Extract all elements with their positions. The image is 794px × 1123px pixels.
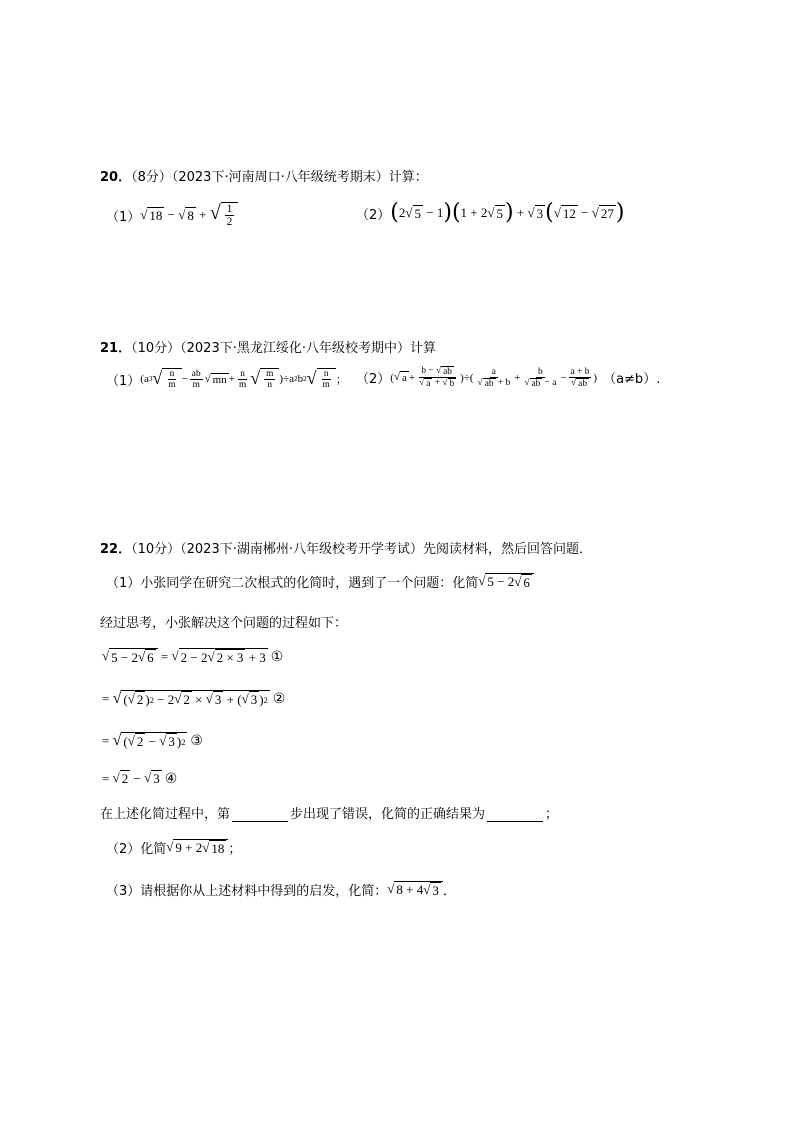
q21-p2-condition: （a≠b）. [603,372,661,387]
question-21-part2 [356,366,660,389]
question-21-title [100,337,436,356]
q22-step-4-mark: ④ [164,770,178,787]
question-22-part1 [106,572,534,591]
q22-step-4 [102,770,177,787]
q22-step-1 [102,648,283,666]
q22-p3-expression: √ 8 + 4 √ 3 [387,881,443,899]
question-20-part2 [356,202,624,224]
question-20-meta: （8分）（2023下·河南周口·八年级统考期末）计算： [131,170,428,185]
question-22-part2 [106,838,241,857]
q21-p1-expression: (a 3 √ $\frac{n}{m}$ − $\frac{ab}{m}$ √ mn + $\frac{n}{m}$ √ $\frac{m}{n}$ )÷a 2 b 2 √ $\frac{n}{m}$ ； [140,368,347,390]
question-21-part2-label: （2） [356,372,391,387]
q22-step-3-mark: ③ [190,733,203,749]
q22-question-c: ； [545,807,559,822]
q22-part3-end: ． [442,884,456,899]
question-22-intro: 经过思考，小张解决这个问题的过程如下： [100,616,348,631]
q22-p2-expression: √ 9 + 2 √ 18 [166,839,228,857]
q21-p2-expression: ( √ a + b − √ ab √ a + √ b )÷( a √ ab + b + b √ ab − a − a + b √ ab ) [390,366,598,389]
question-22-fill-in [100,803,558,822]
q22-step-1-expression: √ 5 − 2 √ 6 = √ 2 − 2 √ 2 × 3 + 3 [102,648,266,665]
q20-p2-expression: ( 2 √ 5 − 1 ) ( 1 + 2 √ 5 ) + √ 3 ( √ 12 − √ 27 ) [390,200,625,225]
question-20-part1-label: （1） [106,209,141,225]
q22-part2-label: （2）化简 [106,842,167,857]
q22-step-3 [102,732,203,750]
q22-step-3-expression: = √ ( √ 2 − √ 3 ) 2 [102,732,186,749]
question-22-number: 22． [100,542,132,557]
question-22-title [100,538,592,557]
q22-step-2-mark: ② [272,691,286,707]
q22-question-a: 在上述化简过程中，第 [100,807,231,822]
q22-part3-text: （3）请根据你从上述材料中得到的启发，化简： [106,884,388,899]
question-20-part2-label: （2） [356,207,391,223]
q22-blank-result[interactable] [487,809,543,822]
question-20-part1 [106,202,238,228]
question-20-number: 20． [100,170,132,185]
question-21-meta: （10分）（2023下·黑龙江绥化·八年级校考期中）计算 [131,341,436,356]
q20-p1-expression: √ 18 − √ 8 + √ $\frac{1}{2}$ [140,202,238,228]
question-21-part1 [106,368,347,390]
q22-step-1-mark: ① [270,649,284,665]
q22-p1-expression: √ 5 − 2 √ 6 [478,573,534,591]
question-22-meta: （10分）（2023下·湖南郴州·八年级校考开学考试）先阅读材料，然后回答问题． [131,542,592,557]
q22-step-2 [102,690,285,708]
question-22-part3 [106,880,456,899]
question-22-part1-text: （1）小张同学在研究二次根式的化简时，遇到了一个问题：化简 [106,576,479,591]
question-21-number: 21． [100,341,132,356]
q22-part2-end: ； [228,842,242,857]
question-20-title [100,166,428,185]
q22-step-2-expression: = √ ( √ 2 ) 2 − 2 √ 2 × √ 3 + ( √ 3 ) 2 [102,690,268,707]
q22-blank-step[interactable] [232,809,288,822]
question-21-part1-label: （1） [106,373,141,389]
q22-question-b: 步出现了错误，化简的正确结果为 [290,807,486,822]
q22-step-4-expression: = √ 2 − √ 3 [102,770,160,786]
